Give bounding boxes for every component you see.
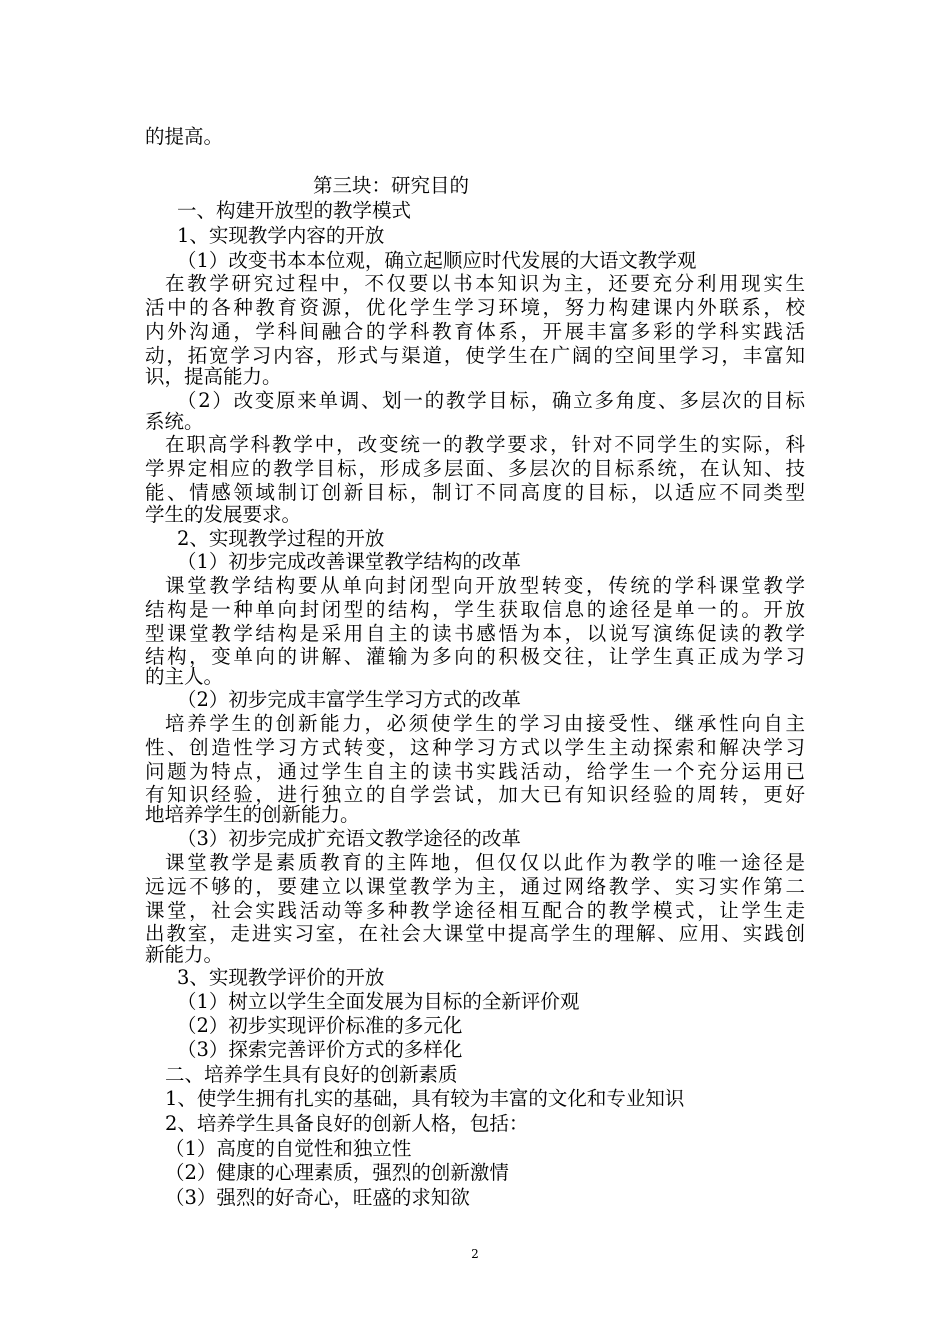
heading-level-3: （3）初步完成扩充语文教学途径的改革 [177, 827, 521, 850]
heading-level-1: 二、培养学生具有良好的创新素质 [165, 1063, 458, 1086]
heading-level-1: 一、构建开放型的教学模式 [177, 199, 412, 222]
list-item: （1）树立以学生全面发展为目标的全新评价观 [177, 990, 580, 1013]
paragraph-line: 课堂教学结构要从单向封闭型向开放型转变，传统的学科课堂教学 [165, 574, 805, 597]
heading-level-3: （1）初步完成改善课堂教学结构的改革 [177, 550, 521, 573]
paragraph-line: 课堂教学是素质教育的主阵地，但仅仅以此作为教学的唯一途径是 [165, 851, 805, 874]
paragraph-line: 学界定相应的教学目标，形成多层面、多层次的目标系统，在认知、技 [145, 457, 805, 480]
paragraph-line: 型课堂教学结构是采用自主的读书感悟为本，以说写演练促读的教学 [145, 622, 805, 645]
paragraph-line: 课堂，社会实践活动等多种教学途径相互配合的教学模式，让学生走 [145, 899, 805, 922]
paragraph-line: 结构，变单向的讲解、灌输为多向的积极交往，让学生真正成为学习 [145, 645, 805, 668]
heading-level-2: 2、实现教学过程的开放 [177, 527, 385, 550]
heading-level-3: （1）改变书本本位观，确立起顺应时代发展的大语文教学观 [177, 249, 697, 272]
list-item: （2）初步实现评价标准的多元化 [177, 1014, 463, 1037]
page-number: 2 [471, 1247, 479, 1261]
heading-level-2: 1、实现教学内容的开放 [177, 224, 385, 247]
paragraph-line: 培养学生的创新能力，必须使学生的学习由接受性、继承性向自主 [165, 712, 805, 735]
list-item: （2）健康的心理素质，强烈的创新激情 [165, 1161, 509, 1184]
heading-level-3: （2）初步完成丰富学生学习方式的改革 [177, 688, 521, 711]
section-heading: 第三块：研究目的 [313, 174, 470, 197]
paragraph-line: 活中的各种教育资源，优化学生学习环境，努力构建课内外联系，校 [145, 296, 805, 319]
paragraph-line: 内外沟通，学科间融合的学科教育体系，开展丰富多彩的学科实践活 [145, 320, 805, 343]
paragraph-line: 远远不够的，要建立以课堂教学为主，通过网络教学、实习实作第二 [145, 875, 805, 898]
paragraph-line: 在教学研究过程中，不仅要以书本知识为主，还要充分利用现实生 [165, 272, 805, 295]
heading-level-2: 3、实现教学评价的开放 [177, 966, 385, 989]
heading-level-3: （2）改变原来单调、划一的教学目标，确立多角度、多层次的目标 [177, 389, 805, 412]
paragraph-line: 新能力。 [145, 943, 224, 966]
paragraph-line: 学生的发展要求。 [145, 503, 302, 526]
list-item: 1、使学生拥有扎实的基础，具有较为丰富的文化和专业知识 [165, 1087, 685, 1110]
paragraph-line: 性、创造性学习方式转变，这种学习方式以学生主动探索和解决学习 [145, 736, 805, 759]
paragraph-line: 的主人。 [145, 665, 224, 688]
paragraph-line: 识，提高能力。 [145, 365, 282, 388]
paragraph-line: 出教室，走进实习室，在社会大课堂中提高学生的理解、应用、实践创 [145, 922, 805, 945]
paragraph-line: 能、情感领域制订创新目标，制订不同高度的目标，以适应不同类型 [145, 481, 805, 504]
list-item: 2、培养学生具备良好的创新人格，包括： [165, 1112, 529, 1135]
list-item: （3）探索完善评价方式的多样化 [177, 1038, 463, 1061]
heading-level-3-continued: 系统。 [145, 410, 204, 433]
paragraph-line: 有知识经验，进行独立的自学尝试，加大已有知识经验的周转，更好 [145, 783, 805, 806]
list-item: （1）高度的自觉性和独立性 [165, 1137, 412, 1160]
paragraph-line: 结构是一种单向封闭型的结构，学生获取信息的途径是单一的。开放 [145, 598, 805, 621]
list-item: （3）强烈的好奇心，旺盛的求知欲 [165, 1186, 470, 1209]
paragraph-line: 的提高。 [145, 125, 224, 148]
paragraph-line: 地培养学生的创新能力。 [145, 803, 360, 826]
paragraph-line: 问题为特点，通过学生自主的读书实践活动，给学生一个充分运用已 [145, 760, 805, 783]
paragraph-line: 动，拓宽学习内容，形式与渠道，使学生在广阔的空间里学习，丰富知 [145, 344, 805, 367]
paragraph-line: 在职高学科教学中，改变统一的教学要求，针对不同学生的实际，科 [165, 433, 805, 456]
